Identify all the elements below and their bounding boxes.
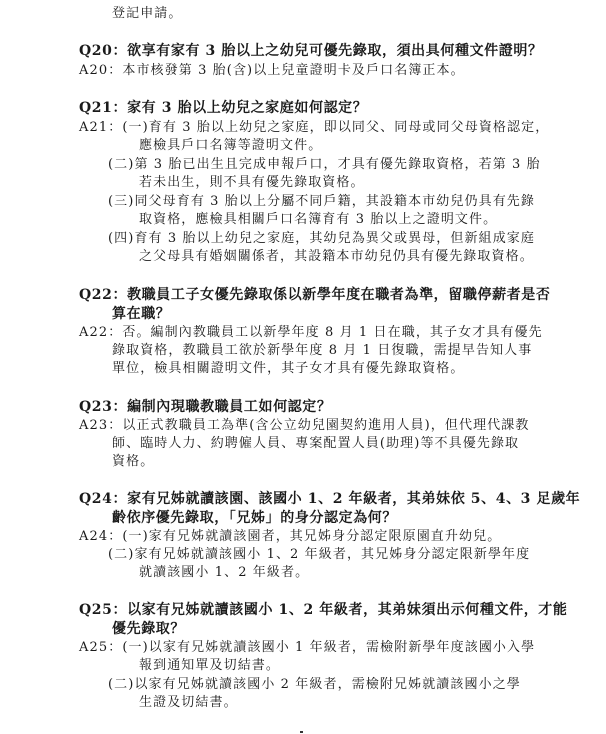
page-number-mark [300, 731, 303, 733]
a24-label: A24： [79, 529, 123, 544]
a23-line3: 資格。 [112, 454, 155, 469]
a21-item-1-num: (一) [122, 120, 149, 135]
q20-answer [79, 63, 465, 79]
a25-item-2 [108, 677, 521, 693]
a24-item-2 [108, 547, 530, 563]
a21-item-3-line1: 同父母育有 3 胎以上分屬不同戶籍，其設籍本市幼兒仍具有先錄 [134, 194, 535, 209]
q25-label: Q25： [79, 602, 128, 618]
a21-item-2 [108, 157, 541, 173]
q22-line1: 教職員工子女優先錄取係以新學年度在職者為準，留職停薪者是否 [127, 287, 551, 303]
a24-item-2-line2: 就讀該國小 1、2 年級者。 [139, 565, 310, 580]
q25-question [79, 602, 568, 618]
a21-item-3 [108, 194, 535, 210]
a25-item-1-line1: 以家有兄姊就讀該國小 1 年級者，需檢附新學年度該國小入學 [148, 640, 536, 655]
a21-item-4-num: (四) [108, 231, 135, 246]
q24-label: Q24： [79, 491, 128, 507]
q24-line1: 家有兄姊就讀該園、該國小 1、2 年級者，其弟妹依 5、4、3 足歲年 [127, 491, 581, 507]
q20-text: 欲享有家有 3 胎以上之幼兒可優先錄取，須出具何種文件證明？ [127, 43, 543, 59]
a25-item-2-line1: 以家有兄姊就讀該國小 2 年級者，需檢附兄姊就讀該國小之學 [134, 677, 521, 692]
q22-label: Q22： [79, 287, 128, 303]
a21-item-4-line2: 之父母具有婚姻關係者，其設籍本市幼兒仍具有優先錄取資格。 [139, 249, 534, 264]
a21-item-1-line1: 育有 3 胎以上幼兒之家庭，即以同父、同母或同父母資格認定， [148, 120, 550, 135]
a22-line1: 否。編制內教職員工以新學年度 8 月 1 日在職，其子女才具有優先 [122, 325, 543, 340]
a21-item-4-line1: 育有 3 胎以上幼兒之家庭，其幼兒為異父或異母，但新組成家庭 [134, 231, 535, 246]
a21-item-3-line2: 取資格，應檢具相關戶口名簿育有 3 胎以上之證明文件。 [139, 212, 498, 227]
q23-answer [79, 418, 530, 434]
a25-item-1-num: (一) [122, 640, 149, 655]
q24-question [79, 491, 580, 507]
a24-item-2-line1: 家有兄姊就讀該國小 1、2 年級者，其兄姊身分認定限新學年度 [134, 547, 531, 562]
a21-item-1 [79, 120, 549, 136]
a23-line1: 以正式教職員工為準(含公立幼兒園契約進用人員)，但代理代課教 [122, 418, 530, 433]
a25-label: A25： [79, 640, 123, 655]
q21-label: Q21： [79, 100, 128, 116]
q23-label: Q23： [79, 399, 128, 415]
a24-item-1-line1: 家有兄姊就讀該園者，其兄姊身分認定限原園直升幼兒。 [148, 529, 502, 544]
a21-item-3-num: (三) [108, 194, 135, 209]
a25-item-2-num: (二) [108, 677, 135, 692]
q20-question [79, 43, 543, 59]
a21-item-2-line2: 若未出生，則不具有優先錄取資格。 [139, 175, 365, 190]
a25-item-2-line2: 生證及切結書。 [139, 695, 238, 710]
a21-item-4 [108, 231, 535, 247]
q20-label: Q20： [79, 43, 128, 59]
q22-line2: 算在職？ [112, 306, 171, 322]
q24-line2: 齡依序優先錄取，「兄姊」的身分認定為何？ [112, 510, 397, 526]
a24-item-2-num: (二) [108, 547, 135, 562]
a23-line2: 師、臨時人力、約聘僱人員、專案配置人員(助理)等不具優先錄取 [112, 436, 520, 451]
q22-question [79, 287, 550, 303]
a21-item-1-line2: 應檢具戶口名簿等證明文件。 [139, 138, 323, 153]
q23-text: 編制內現職教職員工如何認定？ [127, 399, 332, 415]
q25-line2: 優先錄取？ [112, 621, 185, 637]
a20-label: A20： [79, 63, 123, 78]
a25-item-1-line2: 報到通知單及切結書。 [139, 658, 281, 673]
a22-line3: 單位，檢具相關證明文件，其子女才具有優先錄取資格。 [112, 361, 465, 376]
q21-text: 家有 3 胎以上幼兒之家庭如何認定？ [127, 100, 368, 116]
intro-continuation: 登記申請。 [112, 6, 183, 21]
a21-item-2-num: (二) [108, 157, 135, 172]
a21-label: A21： [79, 120, 123, 135]
a25-item-1 [79, 640, 535, 656]
q21-question [79, 100, 367, 116]
a22-line2: 錄取資格，教職員工欲於新學年度 8 月 1 日復職，需提早告知人事 [112, 343, 533, 358]
a23-label: A23： [79, 418, 123, 433]
q22-answer [79, 325, 543, 341]
a20-text: 本市核發第 3 胎(含)以上兒童證明卡及戶口名簿正本。 [122, 63, 465, 78]
a24-item-1 [79, 529, 501, 545]
a22-label: A22： [79, 325, 123, 340]
q25-line1: 以家有兄姊就讀該國小 1、2 年級者，其弟妹須出示何種文件，才能 [127, 602, 568, 618]
a21-item-2-line1: 第 3 胎已出生且完成申報戶口，才具有優先錄取資格，若第 3 胎 [134, 157, 541, 172]
q23-question [79, 399, 331, 415]
a24-item-1-num: (一) [122, 529, 149, 544]
